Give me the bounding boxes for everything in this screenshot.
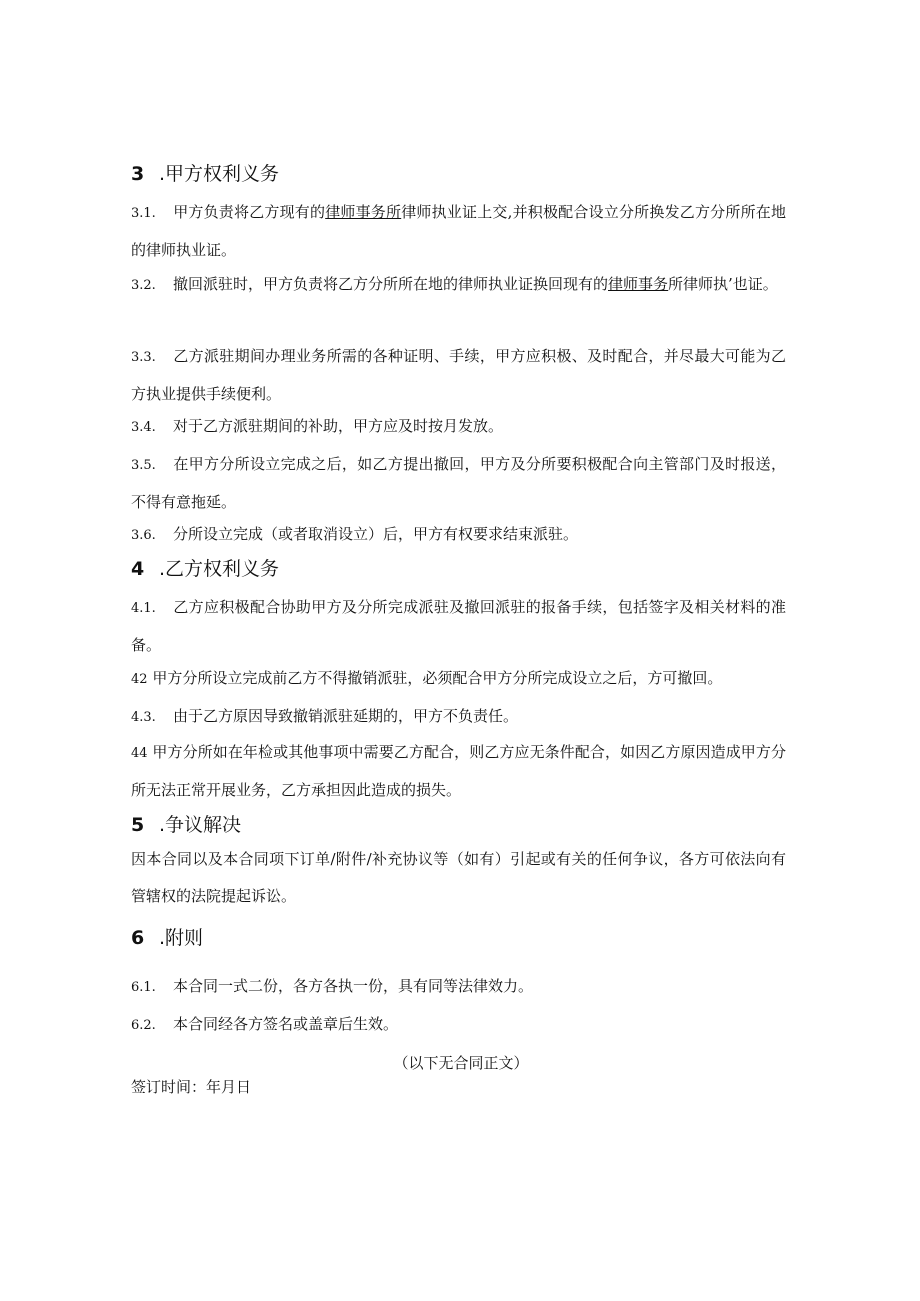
clause-underlined-text: 律师事务所 [325,203,402,221]
clause-number: 6.2. [131,1018,156,1033]
clause-6-2 [131,1006,786,1044]
clause-number: 6.1. [131,980,156,995]
clause-number: 3.3. [131,350,156,365]
clause-4-4 [131,734,786,809]
clause-5-text [131,841,786,915]
section-number: 6 [131,927,145,949]
section-4-heading [131,557,279,581]
section-title: .甲方权利义务 [159,163,280,185]
section-3-heading [131,162,279,186]
clause-4-1 [131,589,786,664]
section-number: 5 [131,814,145,836]
clause-3-1 [131,194,786,269]
clause-number: 3.4. [131,420,156,435]
section-6-heading [131,926,203,950]
clause-text: 甲方负责将乙方现有的 [173,203,326,221]
clause-text: 甲方分所设立完成前乙方不得撤销派驻，必须配合甲方分所完成设立之后，方可撤回。 [152,669,723,687]
clause-6-1 [131,968,786,1006]
clause-text: 分所设立完成（或者取消设立）后，甲方有权要求结束派驻。 [173,525,579,543]
clause-3-6 [131,516,786,554]
clause-3-5 [131,446,786,521]
clause-text: 对于乙方派驻期间的补助，甲方应及时按月发放。 [173,417,504,435]
clause-4-2 [131,660,796,698]
end-note: （以下无合同正文） [393,1054,529,1072]
clause-3-3 [131,338,786,413]
section-title: .乙方权利义务 [159,558,280,580]
sign-time: 签订时间：年月日 [131,1078,252,1096]
clause-number: 3.2. [131,278,156,293]
section-number: 4 [131,558,145,580]
section-number: 3 [131,163,145,185]
clause-text: 律师执业证上交,并积极配合设立分所换发乙方分所所在地的律师执业证。 [131,203,786,259]
clause-4-3 [131,698,786,736]
clause-number: 3.6. [131,528,156,543]
clause-number: 3.1. [131,206,156,221]
clause-text: 撤回派驻时，甲方负责将乙方分所所在地的律师执业证换回现有的 [173,275,609,293]
clause-number: 44 [131,746,148,761]
clause-number: 42 [131,672,148,687]
clause-text: 乙方派驻期间办理业务所需的各种证明、手续，甲方应积极、及时配合，并尽最大可能为乙方执业提供手续便利。 [131,347,786,403]
section-5-heading [131,813,241,837]
clause-number: 4.3. [131,710,156,725]
section-title: .争议解决 [159,814,242,836]
clause-text: 本合同经各方签名或盖章后生效。 [173,1015,399,1033]
clause-text: 所律师执’也证。 [668,275,778,293]
clause-text: 因本合同以及本合同项下订单/附件/补充协议等（如有）引起或有关的任何争议，各方可依法向有管辖权的法院提起诉讼。 [131,850,786,905]
clause-underlined-text: 律师事务 [608,275,669,293]
section-title: .附则 [159,927,204,949]
clause-3-2 [131,266,786,304]
clause-text: 甲方分所如在年检或其他事项中需要乙方配合，则乙方应无条件配合，如因乙方原因造成甲方分所无法正常开展业务，乙方承担因此造成的损失。 [131,743,786,799]
clause-text: 乙方应积极配合协助甲方及分所完成派驻及撤回派驻的报备手续，包括签字及相关材料的准备。 [131,598,786,654]
clause-number: 3.5. [131,458,156,473]
clause-text: 由于乙方原因导致撤销派驻延期的，甲方不负责任。 [173,707,519,725]
clause-text: 在甲方分所设立完成之后，如乙方提出撤回，甲方及分所要积极配合向主管部门及时报送，不得有意拖延。 [131,455,786,511]
clause-3-4 [131,408,786,446]
clause-number: 4.1. [131,601,156,616]
clause-text: 本合同一式二份，各方各执一份，具有同等法律效力。 [173,977,534,995]
